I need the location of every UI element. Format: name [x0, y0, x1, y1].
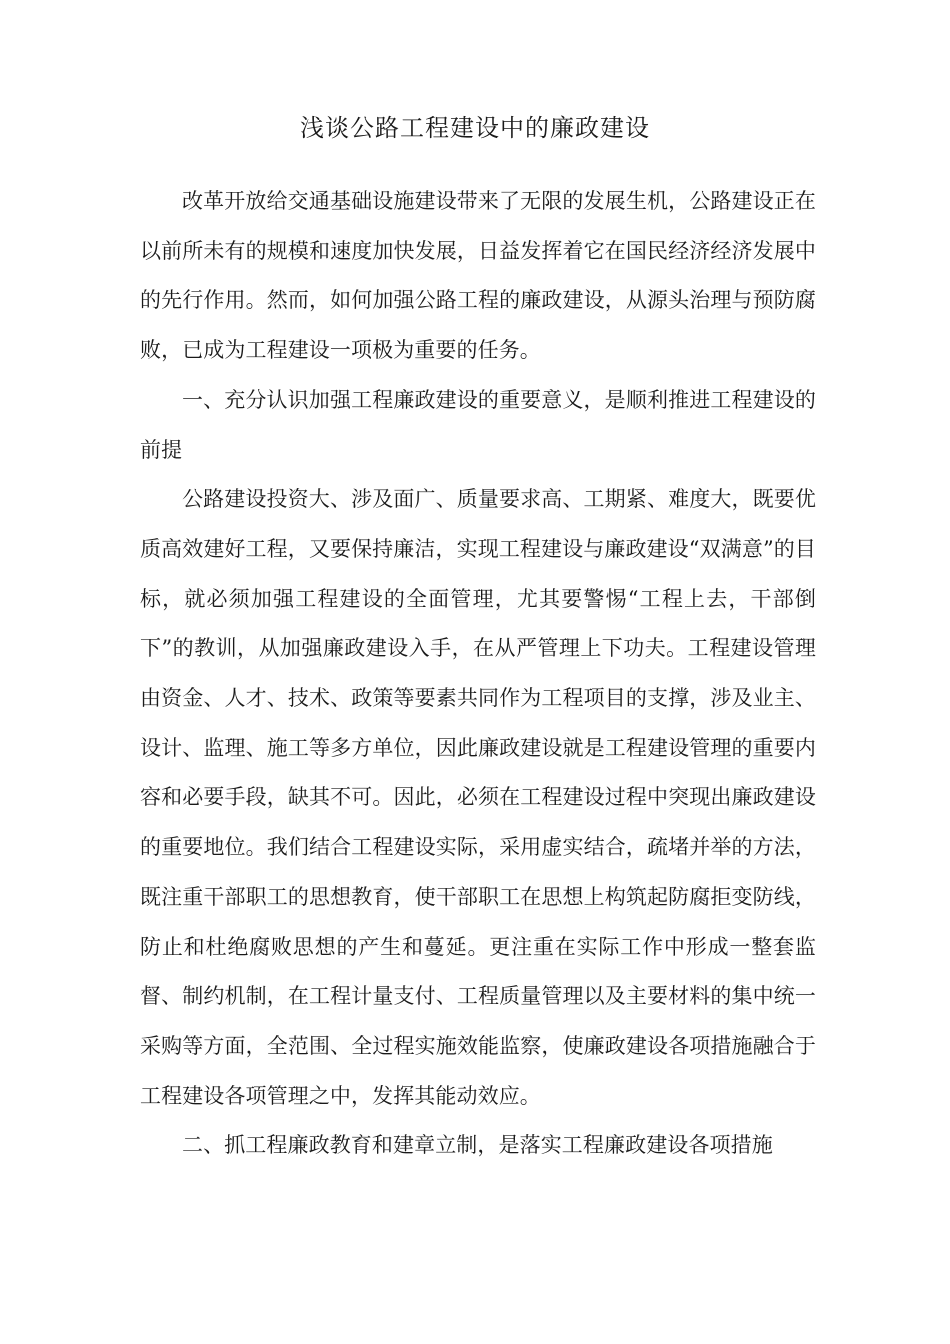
document-body	[140, 177, 816, 1171]
section-heading-2: 二、抓工程廉政教育和建章立制，是落实工程廉政建设各项措施	[182, 1133, 773, 1158]
document-title: 浅谈公路工程建设中的廉政建设	[300, 114, 650, 142]
paragraph-intro: 改革开放给交通基础设施建设带来了无限的发展生机，公路建设正在以前所未有的规模和速度加快发展，日益发挥着它在国民经济经济发展中的先行作用。然而，如何加强公路工程的廉政建设，从源头治理与预防腐败，已成为工程建设一项极为重要的任务。	[140, 189, 816, 363]
section-heading-1: 一、充分认识加强工程廉政建设的重要意义，是顺利推进工程建设的前提	[140, 387, 816, 462]
paragraph-section-1: 公路建设投资大、涉及面广、质量要求高、工期紧、难度大，既要优质高效建好工程，又要保持廉洁，实现工程建设与廉政建设“双满意”的目标，就必须加强工程建设的全面管理，尤其要警惕“工程上去，干部倒下”的教训，从加强廉政建设入手，在从严管理上下功夫。工程建设管理由资金、人才、技术、政策等要素共同作为工程项目的支撑，涉及业主、设计、监理、施工等多方单位，因此廉政建设就是工程建设管理的重要内容和必要手段，缺其不可。因此，必须在工程建设过程中突现出廉政建设的重要地位。我们结合工程建设实际，采用虚实结合，疏堵并举的方法，既注重干部职工的思想教育，使干部职工在思想上构筑起防腐拒变防线，防止和杜绝腐败思想的产生和蔓延。更注重在实际工作中形成一整套监督、制约机制，在工程计量支付、工程质量管理以及主要材料的集中统一采购等方面，全范围、全过程实施效能监察，使廉政建设各项措施融合于工程建设各项管理之中，发挥其能动效应。	[140, 487, 816, 1108]
